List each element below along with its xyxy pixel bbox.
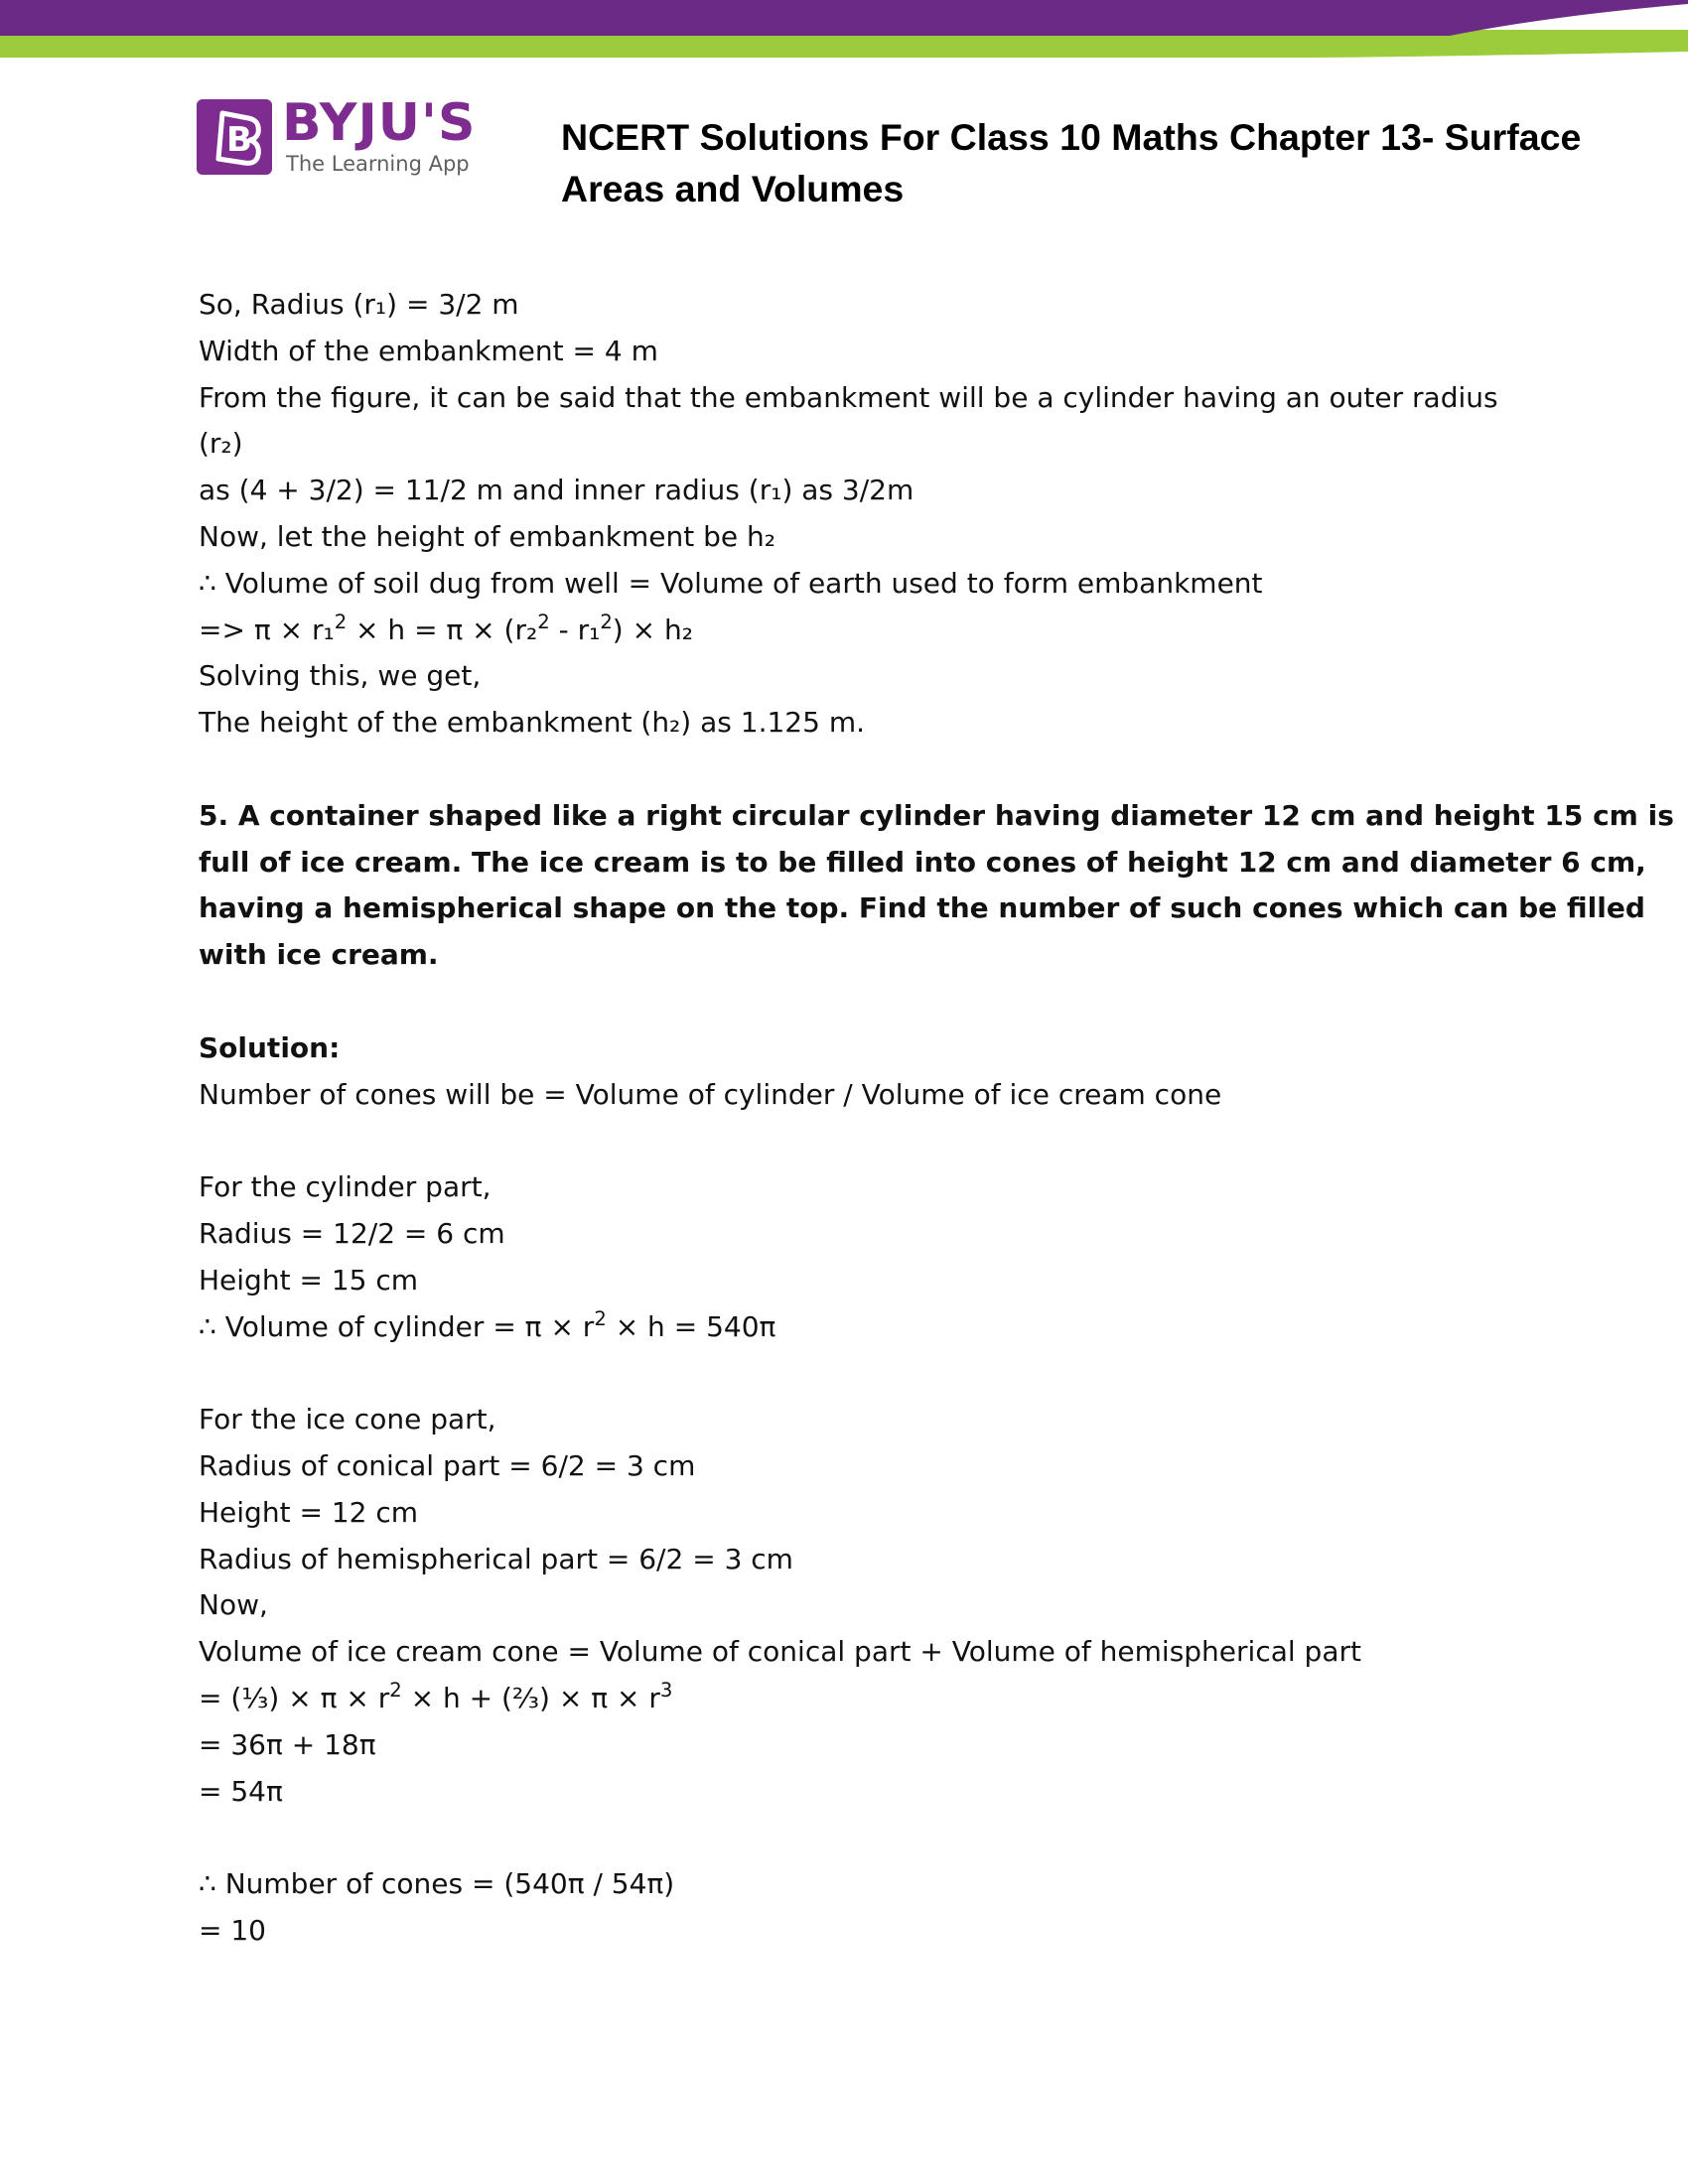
- question-text-line: 5. A container shaped like a right circular cylinder having diameter 12 cm and height 15 cm is: [199, 798, 1674, 832]
- question-text-line: with ice cream.: [199, 938, 439, 972]
- superscript: 2: [334, 610, 348, 633]
- spacer: [199, 747, 1489, 793]
- brand-name: BYJU'S: [282, 93, 477, 153]
- text-line: = 36π + 18π: [199, 1727, 376, 1761]
- spacer: [199, 1815, 1489, 1861]
- text-line: The height of the embankment (h₂) as 1.125 m.: [199, 706, 865, 740]
- superscript: 2: [389, 1679, 402, 1703]
- text-line: Height = 15 cm: [199, 1263, 419, 1297]
- equation-line: [199, 1676, 1489, 1722]
- text-line: = 10: [199, 1913, 266, 1947]
- text-line: So, Radius (r₁) = 3/2 m: [199, 288, 519, 321]
- solution-label: Solution:: [199, 1030, 341, 1064]
- solution-content: [199, 282, 1674, 1955]
- page-title-line-1: NCERT Solutions For Class 10 Maths Chapter 13- Surface: [561, 116, 1582, 158]
- superscript: 2: [594, 1306, 607, 1330]
- equation-line: [199, 1304, 1489, 1351]
- text-line: (r₂): [199, 427, 243, 461]
- text-line: as (4 + 3/2) = 11/2 m and inner radius (r₁) as 3/2m: [199, 474, 914, 507]
- superscript: 2: [537, 610, 550, 633]
- text-line: = 54π: [199, 1774, 283, 1808]
- text-line: ∴ Number of cones = (540π / 54π): [199, 1867, 675, 1901]
- text-line: Number of cones will be = Volume of cylinder / Volume of ice cream cone: [199, 1077, 1222, 1111]
- spacer: [199, 979, 1489, 1025]
- spacer: [199, 1350, 1489, 1397]
- text-line: ∴ Volume of soil dug from well = Volume of earth used to form embankment: [199, 566, 1263, 600]
- text-line: For the cylinder part,: [199, 1170, 492, 1204]
- eq-part: × h = 540π: [606, 1309, 776, 1343]
- eq-part: ) × h₂: [612, 613, 693, 646]
- superscript: 2: [600, 610, 613, 633]
- eq-part: ∴ Volume of cylinder = π × r: [199, 1309, 595, 1343]
- text-line: Volume of ice cream cone = Volume of conical part + Volume of hemispherical part: [199, 1635, 1361, 1669]
- byjus-logo-tile: [197, 99, 272, 175]
- question-text-line: having a hemispherical shape on the top. Find the number of such cones which can be filled: [199, 891, 1645, 925]
- eq-part: => π × r₁: [199, 613, 335, 646]
- question-text-line: full of ice cream. The ice cream is to be filled into cones of height 12 cm and diameter 6 cm,: [199, 845, 1646, 879]
- text-line: Solving this, we get,: [199, 659, 482, 693]
- text-line: Radius of hemispherical part = 6/2 = 3 cm: [199, 1542, 793, 1575]
- spacer: [199, 1118, 1489, 1164]
- text-line: Height = 12 cm: [199, 1495, 419, 1529]
- header-purple-stripe: [0, 0, 1688, 36]
- text-line: From the figure, it can be said that the embankment will be a cylinder having an outer radius: [199, 380, 1498, 414]
- text-line: Radius = 12/2 = 6 cm: [199, 1216, 505, 1250]
- eq-part: - r₁: [549, 613, 601, 646]
- page-title-line-2: Areas and Volumes: [561, 168, 905, 209]
- eq-part: = (⅓) × π × r: [199, 1681, 390, 1714]
- superscript: 3: [659, 1679, 673, 1703]
- text-line: Now,: [199, 1588, 268, 1622]
- text-line: Now, let the height of embankment be h₂: [199, 519, 775, 553]
- equation-line: [199, 608, 1489, 654]
- eq-part: × h = π × (r₂: [347, 613, 538, 646]
- brand-tagline: The Learning App: [286, 152, 470, 176]
- eq-part: × h + (⅔) × π × r: [401, 1681, 660, 1714]
- text-line: Width of the embankment = 4 m: [199, 334, 658, 367]
- page-title: [561, 111, 1673, 214]
- byjus-logo: [197, 93, 485, 179]
- text-line: For the ice cone part,: [199, 1403, 496, 1436]
- text-line: Radius of conical part = 6/2 = 3 cm: [199, 1448, 696, 1482]
- logo-letter: B: [226, 120, 252, 160]
- header-color-band: [0, 0, 1688, 64]
